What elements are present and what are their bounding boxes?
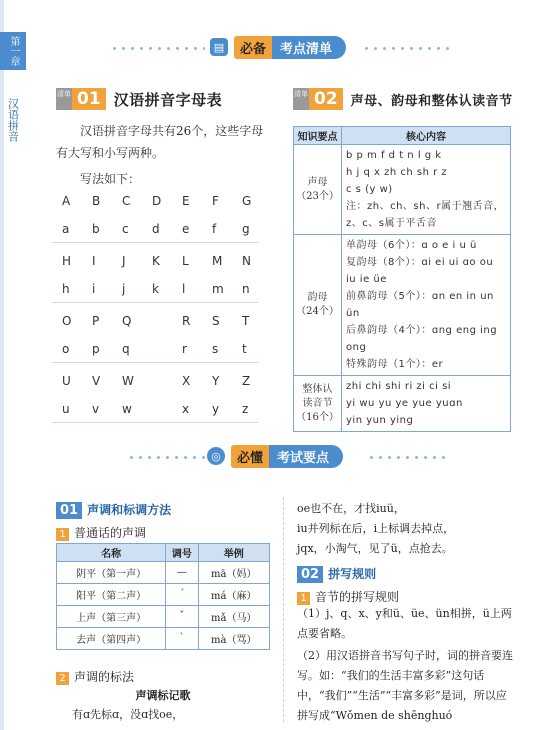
alphabet-letter: I — [92, 254, 96, 268]
table-content-line: 后鼻韵母（4个）：ɑng eng ing — [346, 325, 498, 336]
alphabet-letter: F — [212, 194, 219, 208]
alphabet-letter: m — [212, 282, 224, 296]
section02-title: 声母、韵母和整体认读音节 — [350, 93, 513, 109]
point02-header — [297, 563, 376, 583]
table-content-line: iu ie üe — [346, 274, 387, 285]
banner-mid-dots-left — [127, 456, 205, 459]
point01-header — [56, 499, 171, 519]
tone-table-header: 调号 — [166, 544, 198, 562]
chapter-title — [2, 98, 24, 142]
tone-table-cell: 阳平（第二声） — [57, 584, 166, 606]
alphabet-letter: B — [92, 194, 101, 208]
table-key-line: （16个） — [296, 411, 339, 423]
table-row — [57, 628, 270, 650]
tone-table-cell: 阴平（第一声） — [57, 562, 166, 584]
table-row — [57, 584, 270, 606]
point02-title: 拼写规则 — [328, 567, 377, 581]
point02-para1: （1）j、q、x、y和ü、üe、ün相拼，ü上两点要省略。 — [297, 607, 512, 640]
section02-header — [293, 86, 513, 112]
table-row — [294, 235, 511, 376]
point01-sub1 — [56, 522, 146, 541]
point01-sub1-num: 1 — [56, 528, 69, 541]
table-content-line: ün — [346, 308, 360, 319]
point01-sub2-title: 声调的标法 — [74, 670, 135, 684]
banner-top-tag: 必备 — [234, 36, 272, 59]
rhyme-line4: jqx，小淘气，见了ü，点抢去。 — [297, 542, 453, 555]
alphabet-rule — [52, 302, 258, 303]
table-content-line: zhi chi shi ri zi ci si — [346, 381, 452, 392]
table-content-cell — [342, 376, 511, 432]
section02-qd: 清单 — [293, 88, 309, 110]
banner-top-label: 考点清单 — [272, 36, 346, 59]
alphabet-letter: U — [62, 374, 71, 388]
alphabet-letter: E — [182, 194, 190, 208]
alphabet-letter: X — [182, 374, 191, 388]
alphabet-letter: n — [242, 282, 250, 296]
rhyme-line2: oe也不在，才找iuü， — [297, 502, 405, 515]
alphabet-letter: j — [122, 282, 126, 296]
table-content-line: h j q x zh ch sh r z — [346, 167, 448, 178]
banner-mid-tag: 必懂 — [231, 445, 269, 468]
point02-sub1-num: 1 — [297, 592, 310, 605]
rhyme-continued — [297, 499, 517, 559]
alphabet-letter: O — [62, 314, 72, 328]
table-key-cell — [294, 145, 342, 235]
alphabet-letter: Q — [122, 314, 132, 328]
section02-num: 02 — [309, 88, 343, 110]
point01-sub1-title: 普通话的声调 — [74, 526, 147, 540]
alphabet-letter: C — [122, 194, 131, 208]
point02-sub1-title: 音节的拼写规则 — [315, 590, 400, 604]
alphabet-letter: R — [182, 314, 191, 328]
rhyme-title: 声调标记歌 — [135, 689, 191, 702]
chapter-title-label: 汉语拼音 — [6, 98, 20, 142]
column-divider — [283, 497, 284, 722]
table-key-line: 声母 — [307, 176, 328, 188]
table-content-line: 前鼻韵母（5个）：ɑn en in un — [346, 291, 494, 302]
chapter-tab — [0, 32, 26, 70]
tone-table-header: 名称 — [57, 544, 166, 562]
tone-table-cell: má（麻） — [198, 584, 269, 606]
alphabet-rule — [52, 362, 258, 363]
alphabet-letter: e — [182, 222, 190, 236]
table-key-line: 韵母 — [307, 292, 328, 303]
document-icon: ▤ — [210, 38, 228, 56]
table-content-line: yin yun ying — [346, 415, 414, 426]
table-row — [294, 376, 511, 432]
alphabet-letter: v — [92, 402, 100, 416]
alphabet-letter: V — [92, 374, 101, 388]
section01-qd: 清单 — [56, 88, 72, 110]
rhyme-line1: 有ɑ先标ɑ，没ɑ找oe， — [72, 708, 184, 721]
alphabet-letter: h — [62, 282, 70, 296]
alphabet-letter: S — [212, 314, 220, 328]
table-key-cell — [294, 376, 342, 432]
table-key-cell — [294, 235, 342, 376]
banner-mid-dots-right — [367, 456, 445, 459]
tone-table-cell: 上声（第三声） — [57, 606, 166, 628]
alphabet-letter: g — [242, 222, 250, 236]
banner-dots-right — [362, 47, 452, 50]
alphabet-letter: K — [152, 254, 160, 268]
alphabet-letter: P — [92, 314, 100, 328]
tone-table-cell: mǎ（马） — [198, 606, 269, 628]
tone-table-header: 举例 — [198, 544, 269, 562]
section01-num: 01 — [72, 88, 106, 110]
table-content-line: yi wu yu ye yue yuɑn — [346, 398, 463, 409]
section01-para1: 汉语拼音字母共有26个，这些字母有大写和小写两种。 — [56, 124, 264, 160]
table-key-line: 读音节 — [302, 397, 333, 409]
alphabet-rule — [52, 422, 258, 423]
table-content-line: 复韵母（8个）：ɑi ei ui ɑo ou — [346, 257, 494, 268]
alphabet-letter: x — [182, 402, 190, 416]
tone-table-cell: 去声（第四声） — [57, 628, 166, 650]
alphabet-letter: q — [122, 342, 130, 356]
tone-table-cell: ˋ — [166, 628, 198, 650]
tone-table — [56, 543, 270, 650]
alphabet-letter: y — [212, 402, 220, 416]
alphabet-letter: G — [242, 194, 252, 208]
alphabet-letter: z — [242, 402, 249, 416]
tone-table-cell: mà（骂） — [198, 628, 269, 650]
chapter-tab-label: 第一章 — [8, 36, 19, 66]
alphabet-letter: L — [182, 254, 189, 268]
alphabet-letter: A — [62, 194, 71, 208]
table-content-line: b p m f d t n l g k — [346, 150, 442, 161]
point02-sub1 — [297, 586, 399, 605]
table-content-line: 单韵母（6个）：ɑ o e i u ü — [346, 240, 477, 251]
table-content-cell — [342, 145, 511, 235]
tone-table-cell: ˊ — [166, 584, 198, 606]
alphabet-letter: T — [242, 314, 250, 328]
alphabet-rule — [52, 242, 258, 243]
tone-table-cell: mā（妈） — [198, 562, 269, 584]
alphabet-letter: W — [122, 374, 134, 388]
alphabet-letter: t — [242, 342, 247, 356]
rhyme-line3: iu并列标在后，i上标调去掉点， — [297, 522, 455, 535]
alphabet-letter: o — [62, 342, 70, 356]
alphabet-letter: s — [212, 342, 219, 356]
table-key-line: （24个） — [296, 306, 339, 317]
tone-table-cell: — — [166, 562, 198, 584]
alphabet-letter: f — [212, 222, 217, 236]
banner-mid — [207, 444, 343, 468]
section01-para2: 写法如下： — [80, 172, 141, 186]
target-icon: ◎ — [207, 447, 225, 465]
alphabet-letter: i — [92, 282, 96, 296]
alphabet-letter: Y — [212, 374, 220, 388]
table-row — [294, 145, 511, 235]
alphabet-letter: D — [152, 194, 162, 208]
alphabet-letter: d — [152, 222, 160, 236]
table-row — [57, 606, 270, 628]
alphabet-letter: k — [152, 282, 159, 296]
alphabet-letter: w — [122, 402, 132, 416]
alphabet-letter: Z — [242, 374, 251, 388]
table-header-key: 知识要点 — [294, 127, 342, 145]
point01-title: 声调和标调方法 — [87, 503, 172, 517]
point01-sub2 — [56, 666, 134, 685]
alphabet-letter: H — [62, 254, 72, 268]
table-content-line: 注：zh、ch、sh、r属于翘舌音，z、c、s属于平舌音 — [346, 201, 505, 229]
banner-mid-label: 考试要点 — [269, 445, 343, 468]
alphabet-letter: c — [122, 222, 129, 236]
alphabet-letter: a — [62, 222, 70, 236]
table-key-line: 整体认 — [302, 383, 333, 395]
table-row — [57, 562, 270, 584]
table-content-line: 特殊韵母（1个）：er — [346, 359, 444, 370]
table-content-cell — [342, 235, 511, 376]
section01-header — [56, 86, 222, 112]
alphabet-letter: N — [242, 254, 251, 268]
initials-finals-table — [293, 126, 511, 432]
alphabet-letter: l — [182, 282, 186, 296]
alphabet-letter: u — [62, 402, 70, 416]
point02-num: 02 — [297, 566, 323, 583]
point01-sub2-num: 2 — [56, 672, 69, 685]
point01-num: 01 — [56, 502, 82, 519]
banner-top — [210, 35, 346, 59]
alphabet-letter: M — [212, 254, 223, 268]
table-key-line: （23个） — [296, 190, 339, 202]
alphabet-letter: J — [122, 254, 126, 268]
table-content-line: c s (y w) — [346, 184, 393, 195]
point02-para2: （2）用汉语拼音书写句子时，词的拼音要连写。如：“我们的生活丰富多彩”这句话中，“我们”“生活”“丰富多彩”是词，所以应拼写成“Wǒmen de shēnghuó — [297, 649, 513, 722]
section01-title: 汉语拼音字母表 — [113, 90, 223, 109]
alphabet-letter: r — [182, 342, 187, 356]
tone-table-cell: ˇ — [166, 606, 198, 628]
alphabet-letter: b — [92, 222, 100, 236]
table-header-content: 核心内容 — [342, 127, 511, 145]
table-content-line: ong — [346, 342, 367, 353]
alphabet-letter: p — [92, 342, 100, 356]
banner-dots-left — [110, 47, 205, 50]
